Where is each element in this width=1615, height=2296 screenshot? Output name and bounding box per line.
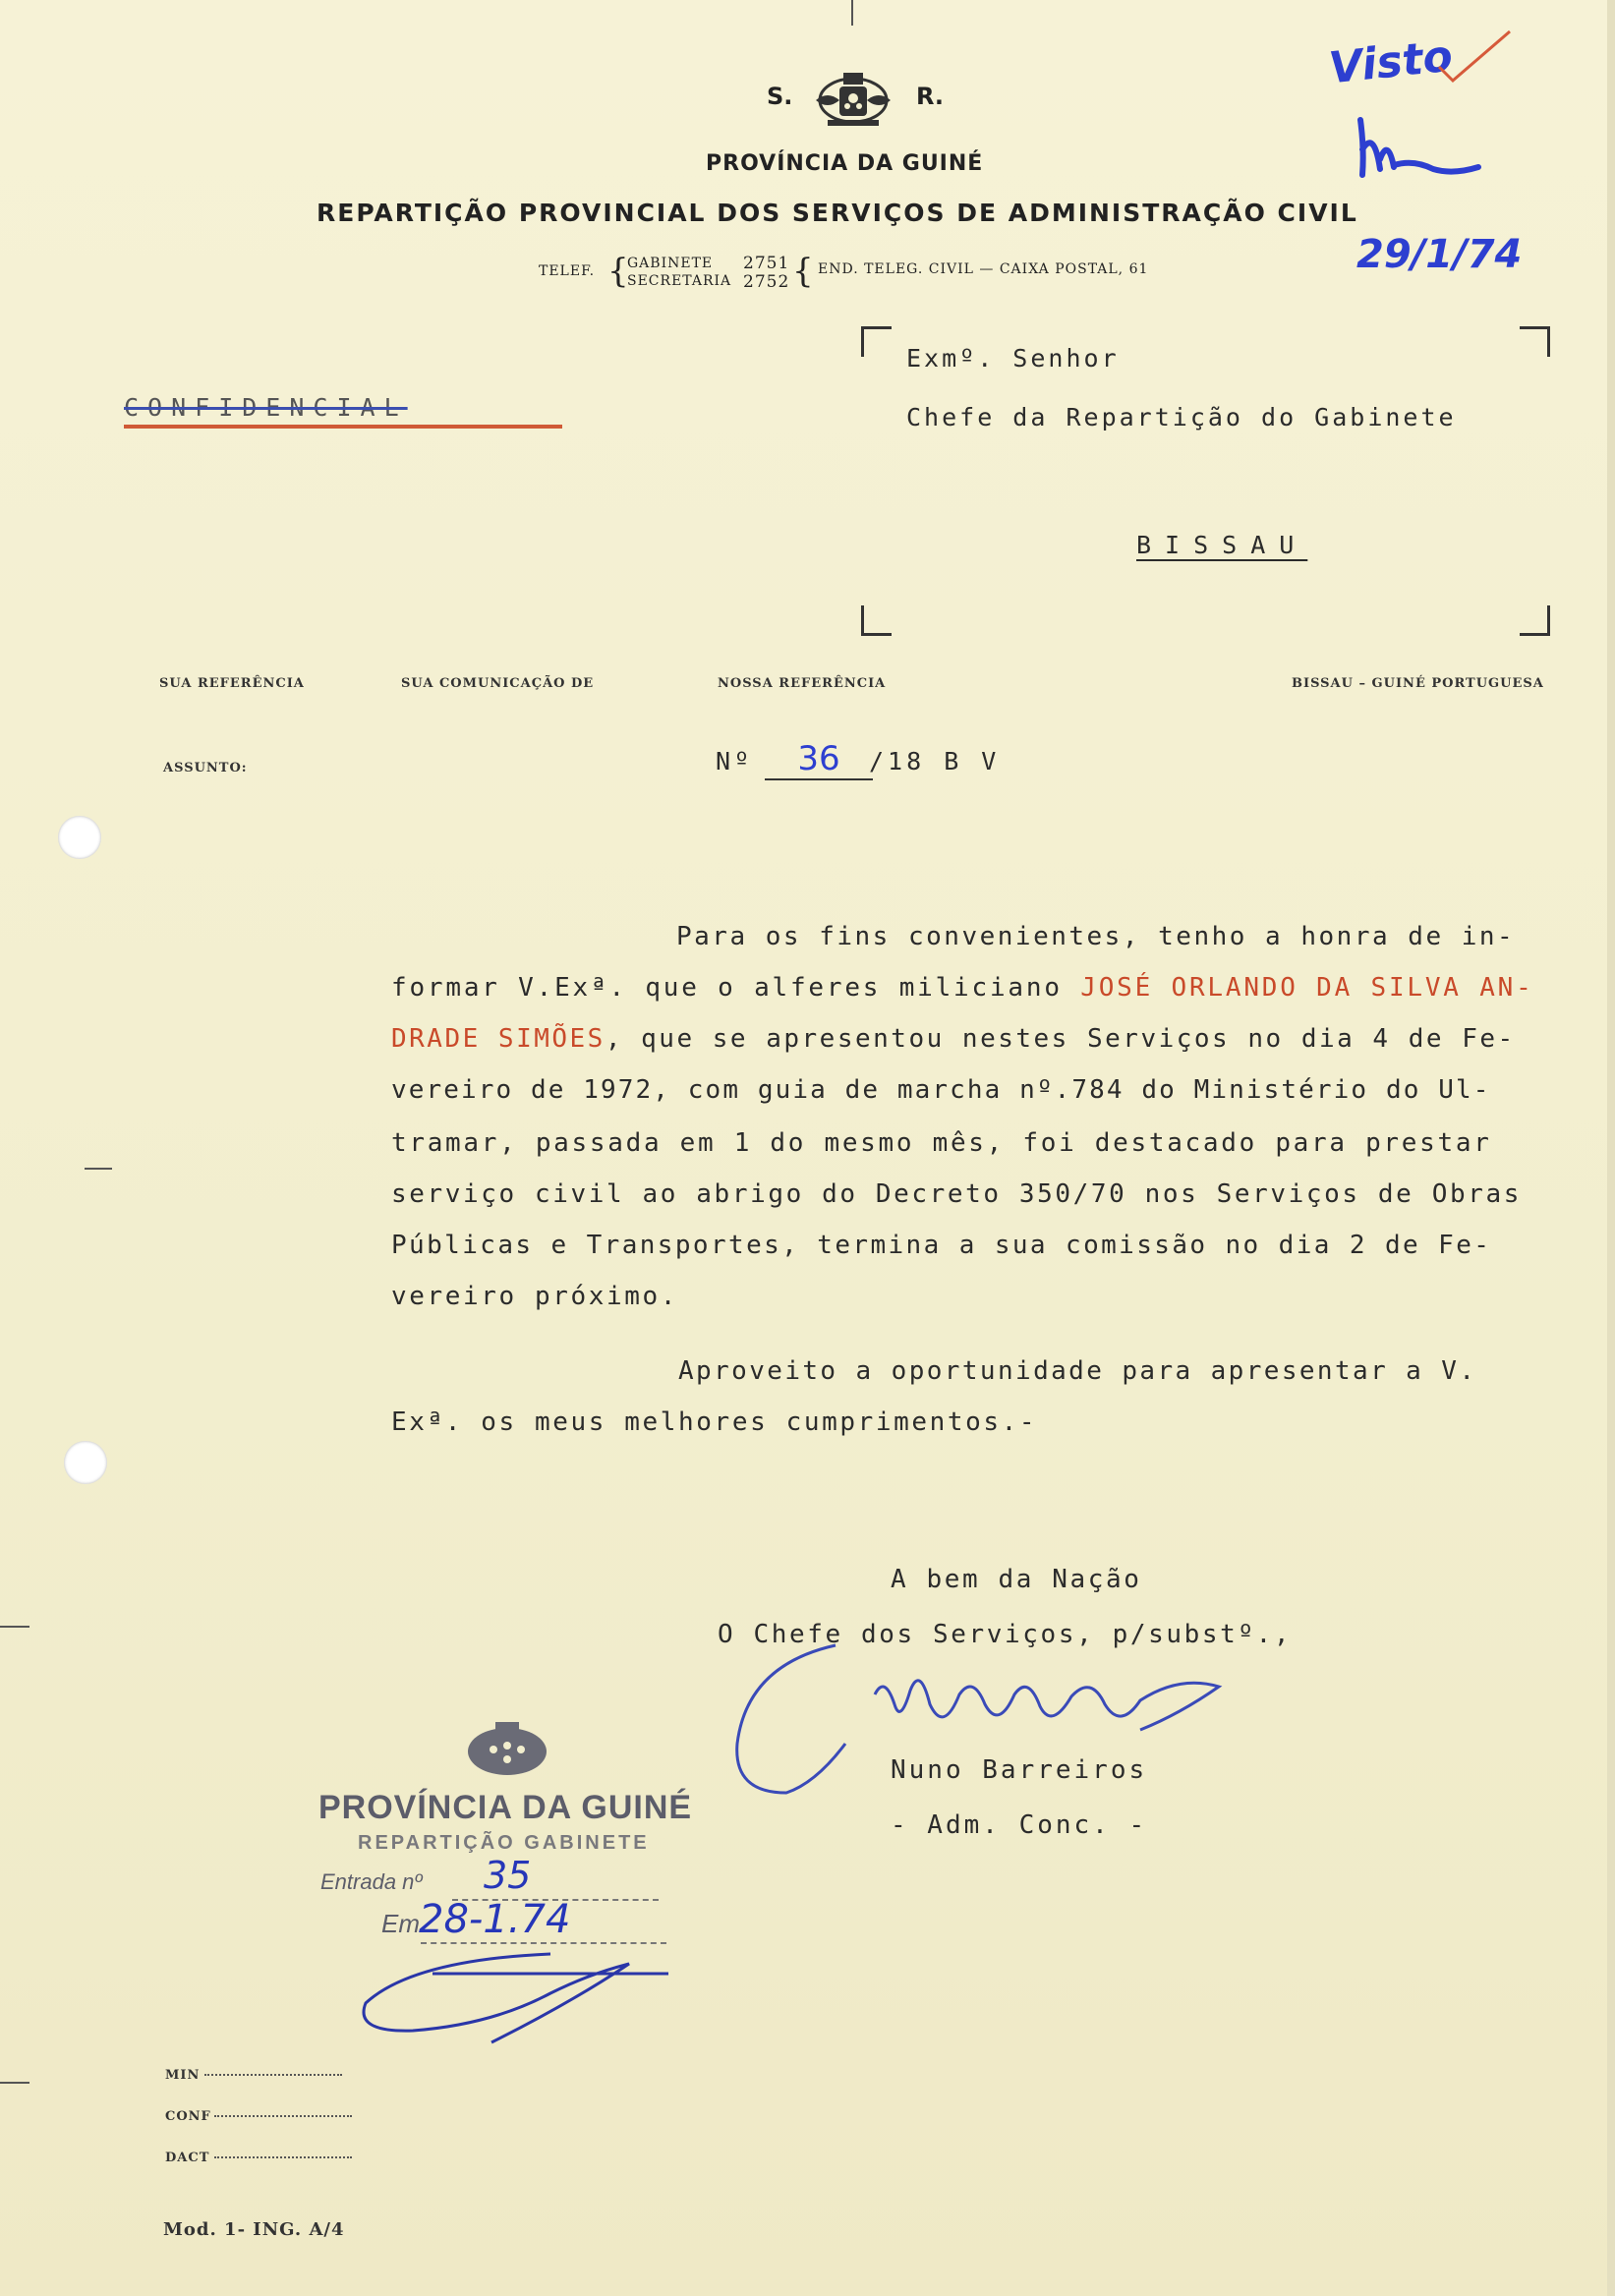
- body-p2-line2: Exª. os meus melhores cumprimentos.-: [391, 1407, 1038, 1437]
- margin-mark-1: [85, 1168, 112, 1170]
- stamp-emblem-icon: [458, 1716, 556, 1785]
- body-p1-line2: [391, 973, 1534, 1003]
- body-p1-line3-b: , que se apresentou nestes Serviços no dia 4 de Fe-: [605, 1024, 1516, 1054]
- letterhead-province: PROVÍNCIA DA GUINÉ: [706, 151, 984, 176]
- officer-name-part2: DRADE SIMÕES: [391, 1024, 606, 1054]
- stamp-subtitle: REPARTIÇÃO GABINETE: [358, 1832, 650, 1854]
- letterhead-teleg: END. TELEG. CIVIL — CAIXA POSTAL, 61: [818, 261, 1149, 277]
- stamp-entrada-label: Entrada nº: [320, 1869, 423, 1894]
- body-p1-line5: tramar, passada em 1 do mesmo mês, foi destacado para prestar: [391, 1128, 1492, 1158]
- address-bracket-tr: [1520, 326, 1550, 357]
- footer-dact-label: DACT: [165, 2151, 210, 2165]
- signatory-name: Nuno Barreiros: [891, 1755, 1148, 1785]
- label-nossa-referencia: NOSSA REFERÊNCIA: [718, 676, 887, 691]
- letterhead-s: S.: [767, 83, 793, 110]
- body-p1-line2-a: formar V.Exª. que o alferes miliciano: [391, 973, 1081, 1003]
- brace-right: {: [792, 252, 815, 291]
- body-p2-line1: Aproveito a oportunidade para apresentar a V.: [678, 1356, 1477, 1386]
- stamp-entrada-number: 35: [484, 1854, 532, 1897]
- reference-suffix: /18 B V: [869, 747, 1001, 775]
- classification-stamp: [124, 393, 408, 422]
- body-p1-line3: [391, 1024, 1516, 1054]
- brace-left: {: [607, 252, 630, 291]
- fold-mark-top: [851, 0, 853, 26]
- letterhead-gabinete: GABINETE: [627, 256, 714, 271]
- label-assunto: ASSUNTO:: [163, 761, 248, 775]
- handwritten-initials-icon: [1355, 110, 1482, 189]
- margin-mark-3: [0, 2082, 29, 2084]
- addressee-line1: Exmº. Senhor: [906, 344, 1120, 373]
- body-p1-line1: Para os fins convenientes, tenho a honra de in-: [676, 922, 1516, 951]
- coat-of-arms-icon: [808, 61, 898, 138]
- label-sua-referencia: SUA REFERÊNCIA: [159, 676, 305, 691]
- letterhead-r: R.: [916, 83, 945, 110]
- footer-model: Mod. 1- ING. A/4: [163, 2219, 345, 2240]
- signatory-title: - Adm. Conc. -: [891, 1810, 1148, 1840]
- label-sua-comunicacao: SUA COMUNICAÇÃO DE: [401, 676, 595, 691]
- stamp-title: PROVÍNCIA DA GUINÉ: [318, 1789, 693, 1826]
- closing-line2: O Chefe dos Serviços, p/substº.,: [718, 1620, 1293, 1649]
- letterhead-secretaria-num: 2752: [743, 272, 790, 292]
- reference-prefix: Nº: [716, 747, 754, 775]
- punch-hole-top: [58, 816, 101, 859]
- body-p1-line7: Públicas e Transportes, termina a sua comissão no dia 2 de Fe-: [391, 1231, 1492, 1260]
- stamp-em-label: Em: [381, 1909, 420, 1938]
- stamp-initials-icon: [354, 1944, 688, 2052]
- footer-conf-line: [214, 2115, 352, 2117]
- margin-mark-2: [0, 1626, 29, 1628]
- reference-number-field: [765, 739, 873, 780]
- punch-hole-bottom: [64, 1441, 107, 1484]
- letterhead-gabinete-num: 2751: [743, 254, 790, 273]
- classification-text: CONFIDENCIAL: [124, 393, 408, 422]
- signature-icon: [727, 1636, 1239, 1812]
- letterhead-department: REPARTIÇÃO PROVINCIAL DOS SERVIÇOS DE ADMINISTRAÇÃO CIVIL: [317, 199, 1358, 227]
- addressee-line2: Chefe da Repartição do Gabinete: [906, 403, 1457, 431]
- handwritten-visto: Visto: [1326, 30, 1456, 94]
- footer-dact-line: [214, 2156, 352, 2158]
- handwritten-checkmark-icon: [1435, 28, 1514, 86]
- officer-name-part1: JOSÉ ORLANDO DA SILVA AN-: [1080, 973, 1534, 1003]
- address-bracket-br: [1520, 605, 1550, 636]
- footer-min-line: [204, 2074, 342, 2076]
- letterhead-secretaria: SECRETARIA: [627, 273, 732, 289]
- footer-min-label: MIN: [165, 2068, 201, 2083]
- body-p1-line4: vereiro de 1972, com guia de marcha nº.784 do Ministério do Ul-: [391, 1075, 1491, 1105]
- footer-conf-label: CONF: [165, 2109, 211, 2124]
- address-bracket-tl: [861, 326, 892, 357]
- addressee-city: BISSAU: [1136, 531, 1308, 559]
- letterhead-telef: TELEF.: [539, 263, 596, 279]
- body-p1-line6: serviço civil ao abrigo do Decreto 350/70 nos Serviços de Obras: [391, 1179, 1522, 1209]
- classification-underline: [124, 425, 562, 429]
- handwritten-date: 29/1/74: [1356, 232, 1523, 277]
- reference-number: 36: [797, 739, 840, 778]
- stamp-em-date: 28-1.74: [419, 1897, 571, 1942]
- body-p1-line8: vereiro próximo.: [391, 1282, 679, 1311]
- address-bracket-bl: [861, 605, 892, 636]
- label-location: BISSAU – GUINÉ PORTUGUESA: [1292, 676, 1544, 691]
- closing-line1: A bem da Nação: [891, 1565, 1142, 1594]
